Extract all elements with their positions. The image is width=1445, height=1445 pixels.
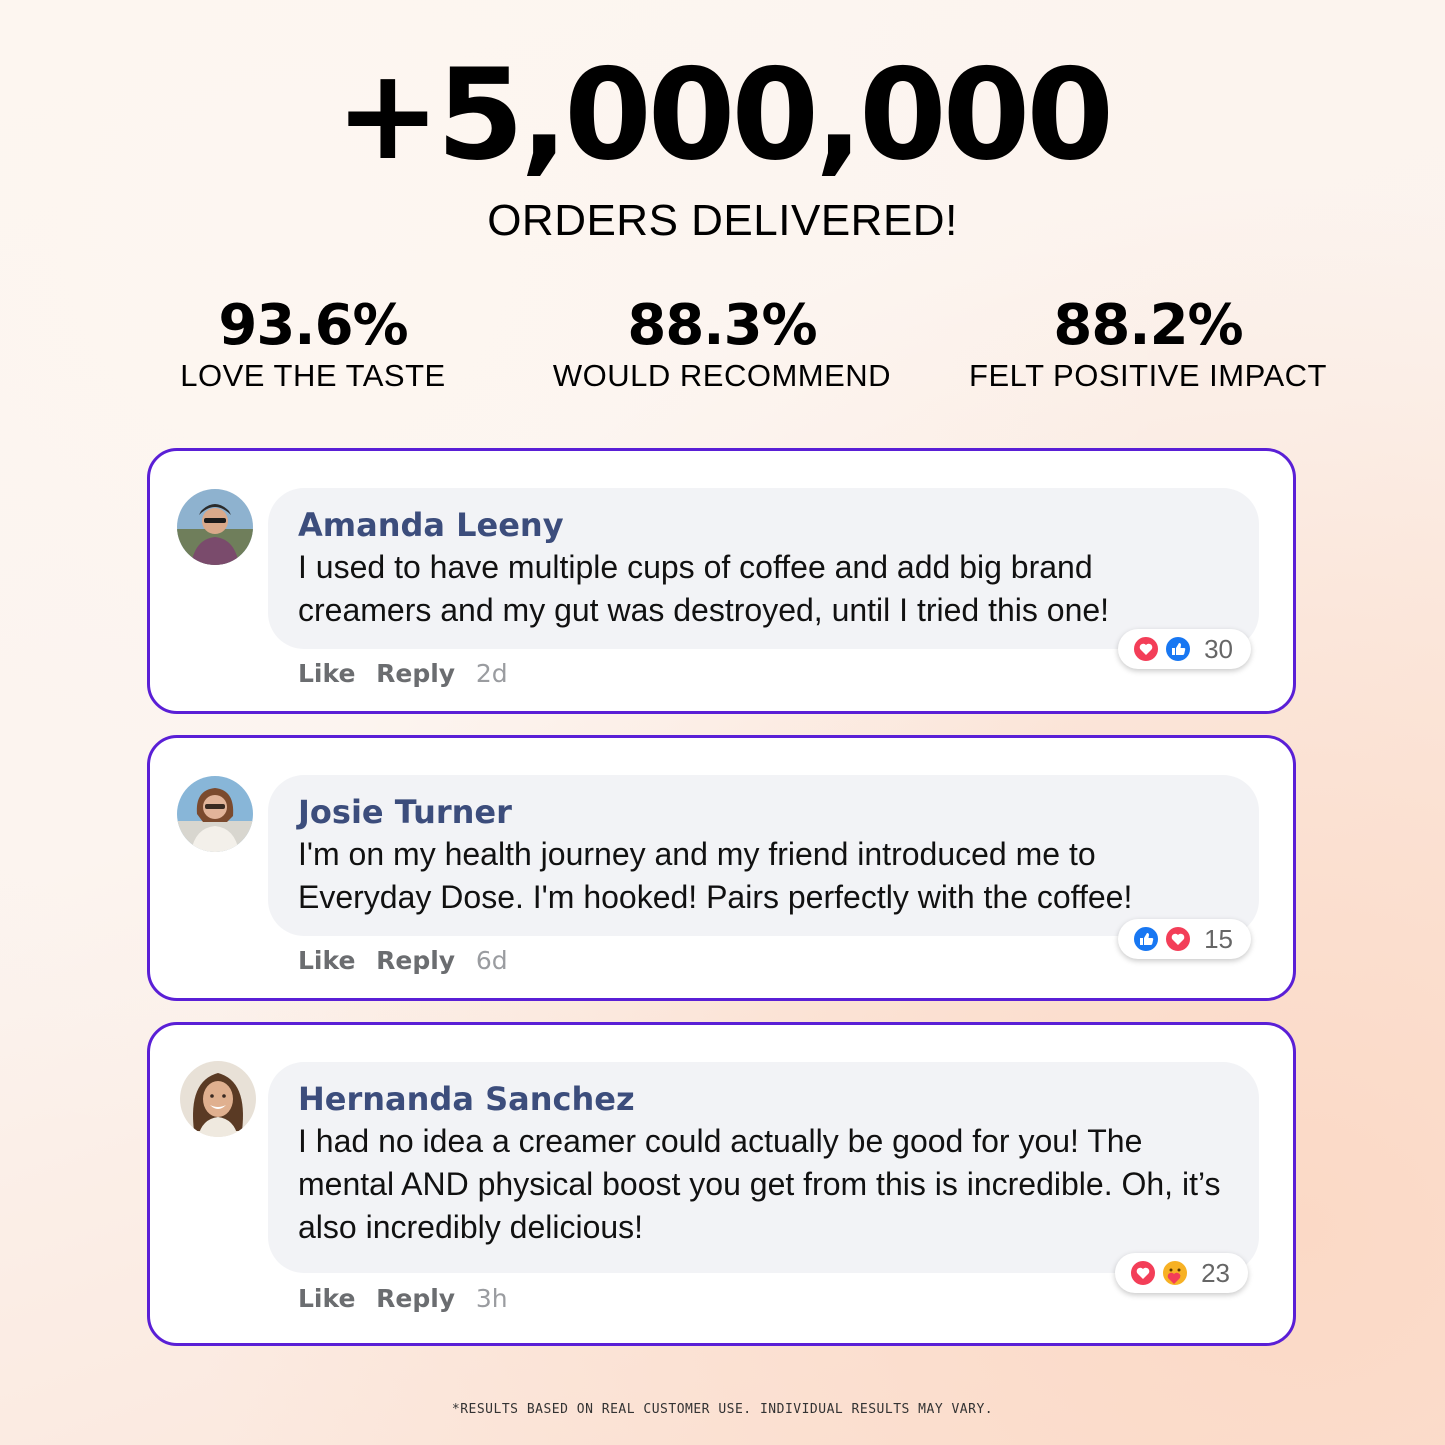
reply-link[interactable]: Reply [376,946,456,975]
comment-time: 3h [475,1284,508,1313]
comment-actions [298,659,520,688]
stat-label: FELT POSITIVE IMPACT [969,358,1327,393]
like-icon [1132,925,1160,953]
comment-text: I'm on my health journey and my friend introduced me to Everyday Dose. I'm hooked! Pairs perfectly with the coffee! [298,836,1133,915]
comment-actions [298,1284,520,1313]
orders-subheadline: ORDERS DELIVERED! [487,196,958,245]
reaction-count: 15 [1204,923,1233,954]
like-link[interactable]: Like [298,946,356,975]
care-icon [1161,1259,1189,1287]
stat-taste [83,293,543,394]
stat-recommend [492,293,952,394]
like-icon [1164,635,1192,663]
reaction-count: 30 [1204,633,1233,664]
love-icon [1164,925,1192,953]
love-icon [1129,1259,1157,1287]
orders-headline: +5,000,000 [334,41,1110,188]
disclaimer: *RESULTS BASED ON REAL CUSTOMER USE. INDIVIDUAL RESULTS MAY VARY. [451,1402,994,1417]
comment-card [147,448,1296,714]
reply-link[interactable]: Reply [376,1284,456,1313]
comment-bubble [268,775,1259,936]
stat-impact [918,293,1378,394]
comment-card [147,1022,1296,1346]
stat-label: WOULD RECOMMEND [552,358,892,393]
avatar[interactable] [180,1061,256,1137]
comment-actions [298,946,520,975]
comment-text: I used to have multiple cups of coffee and add big brand creamers and my gut was destroyed, until I tried this one! [298,549,1110,628]
comment-bubble [268,488,1259,649]
comment-time: 2d [475,659,508,688]
reaction-summary[interactable] [1118,629,1251,669]
reaction-count: 23 [1201,1257,1230,1288]
avatar[interactable] [177,489,253,565]
like-link[interactable]: Like [298,1284,356,1313]
reply-link[interactable]: Reply [376,659,456,688]
comment-card [147,735,1296,1001]
stat-label: LOVE THE TASTE [180,358,446,393]
reaction-summary[interactable] [1115,1253,1248,1293]
love-icon [1132,635,1160,663]
avatar[interactable] [177,776,253,852]
commenter-name[interactable]: Hernanda Sanchez [298,1080,635,1118]
commenter-name[interactable]: Josie Turner [298,793,512,831]
stats-row [0,293,1445,406]
comment-bubble [268,1062,1259,1273]
stat-value: 88.3% [627,293,817,358]
stat-value: 93.6% [218,293,408,358]
comment-time: 6d [475,946,508,975]
comment-text: I had no idea a creamer could actually be good for you! The mental AND physical boost you get from this is incredible. Oh, it’s also incredibly delicious! [298,1123,1221,1245]
commenter-name[interactable]: Amanda Leeny [298,506,564,544]
like-link[interactable]: Like [298,659,356,688]
stat-value: 88.2% [1053,293,1243,358]
reaction-summary[interactable] [1118,919,1251,959]
